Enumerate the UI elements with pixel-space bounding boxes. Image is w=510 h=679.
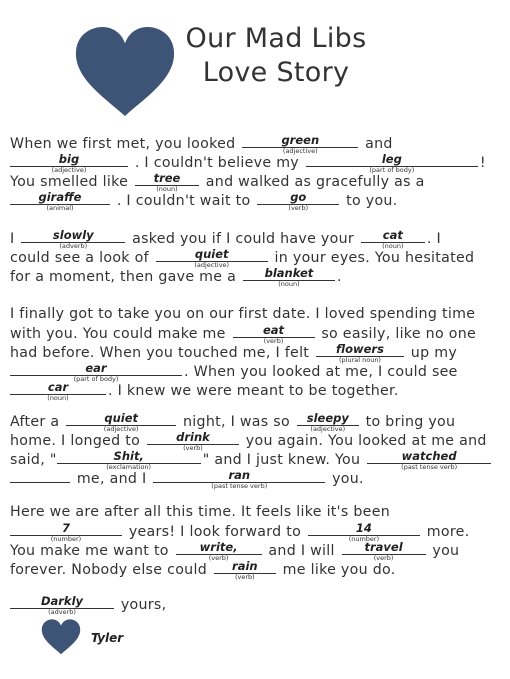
story-line: [10, 152, 486, 172]
blank-hint: (exclamation): [106, 463, 152, 471]
blank-exclamation: [57, 449, 201, 471]
story-text-segment: . When you looked at me, I could see: [184, 364, 458, 380]
fill-word: eat: [262, 323, 285, 337]
fill-word: watched: [401, 449, 457, 463]
story-text-segment: When we first met, you looked: [10, 136, 236, 152]
story-text-segment: forever. Nobody else could: [10, 562, 208, 578]
blank-adjective: [242, 133, 358, 155]
blank-hint: (adjective): [282, 147, 318, 155]
fill-word: leg: [381, 152, 402, 166]
story-text-segment: to you.: [346, 193, 398, 209]
blank-hint: (noun): [278, 280, 300, 288]
fill-word: ear: [85, 361, 107, 375]
story-text-segment: me like you do.: [282, 562, 396, 578]
blank-adjective: [66, 411, 176, 433]
blank-plural-noun: [316, 342, 404, 364]
story-text-segment: in your eyes. You hesitated: [274, 250, 475, 266]
blank-hint: (animal): [46, 204, 74, 212]
story-text-segment: with you. You could make me: [10, 326, 226, 342]
blank-past-tense-verb: [153, 468, 325, 490]
fill-word: tree: [153, 171, 181, 185]
fill-word: car: [47, 380, 69, 394]
blank-hint: (adverb): [48, 608, 76, 616]
blank-hint: (adjective): [103, 425, 139, 433]
story-line: I finally got to take you on our first date. I loved spending time: [10, 306, 476, 322]
blank-empty: [10, 468, 70, 483]
story-text-segment: and I will: [268, 543, 335, 559]
blank-noun: [10, 380, 106, 402]
fill-word: rain: [232, 559, 258, 573]
story-text-segment: and: [365, 136, 393, 152]
story-line: [10, 468, 364, 488]
blank-adjective: [10, 152, 128, 174]
story-text-segment: You make me want to: [10, 543, 169, 559]
story-line: Here we are after all this time. It feels like it's been: [10, 504, 391, 520]
story-text-segment: After a: [10, 414, 60, 430]
story-line: [10, 594, 166, 614]
story-text-segment: and walked as gracefully as a: [205, 174, 425, 190]
story-text-segment: !: [479, 155, 486, 171]
fill-word: 7: [61, 521, 70, 535]
story-line: [10, 411, 455, 431]
blank-hint: (verb): [208, 554, 229, 562]
story-text-segment: night, I was so: [183, 414, 290, 430]
story-line: [10, 559, 396, 579]
story-text-segment: . I couldn't wait to: [116, 193, 251, 209]
story-text-segment: asked you if I could have your: [132, 231, 355, 247]
story-text-segment: yours,: [120, 597, 167, 613]
fill-word: travel: [364, 540, 403, 554]
title-line-1: Our Mad Libs: [185, 23, 367, 54]
fill-word: Shit,: [113, 449, 144, 463]
fill-word: green: [281, 133, 320, 147]
blank-number: [10, 521, 122, 543]
story-line: [10, 171, 425, 191]
story-line: [10, 133, 393, 153]
fill-word: go: [290, 190, 307, 204]
blank-adverb: [10, 594, 114, 616]
blank-hint: (past tense verb): [401, 463, 458, 471]
blank-hint: (plural noun): [338, 356, 381, 364]
fill-word: quiet: [194, 247, 229, 261]
blank-past-tense-verb: [367, 449, 491, 471]
story-text-segment: you: [432, 543, 460, 559]
fill-word: Darkly: [40, 594, 84, 608]
story-text-segment: you again. You looked at me and: [245, 433, 487, 449]
blank-hint: (part of body): [369, 166, 415, 174]
blank-hint: (verb): [234, 573, 255, 581]
small-heart-icon: [41, 619, 81, 655]
story-line: [10, 323, 476, 343]
blank-noun: [135, 171, 199, 193]
fill-word: 14: [355, 521, 372, 535]
story-line: [10, 430, 487, 450]
story-text-segment: more.: [426, 524, 470, 540]
blank-hint: (number): [50, 535, 82, 543]
blank-hint: (noun): [382, 242, 404, 250]
blank-adjective: [156, 247, 268, 269]
story-text-segment: had before. When you touched me, I felt: [10, 345, 310, 361]
story-line: [10, 247, 474, 267]
blank-hint: (adjective): [51, 166, 87, 174]
page-title: [176, 22, 376, 90]
story-line: [10, 380, 399, 400]
story-line: [10, 449, 493, 469]
blank-number: [308, 521, 420, 543]
blank-hint: (number): [348, 535, 380, 543]
blank-noun: [361, 228, 425, 250]
story-line: [10, 342, 457, 362]
fill-word: giraffe: [38, 190, 82, 204]
story-text-segment: . I couldn't believe my: [134, 155, 300, 171]
story-text-segment: .: [336, 269, 342, 285]
story-text-segment: could see a look of: [10, 250, 149, 266]
fill-word: write,: [199, 540, 238, 554]
blank-hint: (verb): [373, 554, 394, 562]
story-text-segment: you.: [332, 471, 364, 487]
story-text-segment: home. I longed to: [10, 433, 141, 449]
blank-hint: (adverb): [59, 242, 88, 250]
blank-adjective: [297, 411, 359, 433]
blank-hint: (verb): [183, 444, 203, 452]
fill-word: cat: [382, 228, 403, 242]
fill-word: blanket: [264, 266, 314, 280]
blank-verb: [214, 559, 276, 581]
heart-icon: [72, 26, 178, 118]
blank-hint: (past tense verb): [211, 482, 268, 490]
fill-word: sleepy: [306, 411, 349, 425]
story-line: [10, 190, 398, 210]
blank-part-of-body: [10, 361, 182, 383]
blank-animal: [10, 190, 110, 212]
blank-hint: (verb): [263, 337, 284, 345]
story-text-segment: for a moment, then gave me a: [10, 269, 237, 285]
fill-word: slowly: [52, 228, 94, 242]
title-line-2: Love Story: [202, 57, 350, 88]
story-line: [10, 521, 470, 541]
fill-word: flowers: [336, 342, 384, 356]
blank-verb: [147, 430, 239, 452]
story-text-segment: I: [10, 231, 15, 247]
blank-noun: [243, 266, 335, 288]
blank-adverb: [21, 228, 125, 250]
signature-name: Tyler: [91, 631, 124, 645]
story-text-segment: . I: [426, 231, 441, 247]
story-line: [10, 540, 459, 560]
fill-word: drink: [176, 430, 210, 444]
blank-hint: (part of body): [73, 375, 119, 383]
story-text-segment: years! I look forward to: [128, 524, 302, 540]
fill-word: quiet: [104, 411, 139, 425]
blank-hint: (adjective): [194, 261, 230, 269]
blank-verb: [176, 540, 262, 562]
blank-hint: (noun): [47, 394, 69, 402]
story-text-segment: so easily, like no one: [321, 326, 477, 342]
story-text-segment: up my: [410, 345, 458, 361]
story-line: [10, 228, 441, 248]
fill-word: ran: [228, 468, 251, 482]
blank-verb: [342, 540, 426, 562]
fill-word: big: [58, 152, 80, 166]
story-text-segment: said, ": [10, 452, 57, 468]
blank-part-of-body: [306, 152, 478, 174]
story-text-segment: to bring you: [365, 414, 456, 430]
blank-verb: [257, 190, 339, 212]
blank-verb: [233, 323, 315, 345]
blank-hint: (noun): [156, 185, 178, 193]
story-line: [10, 361, 458, 381]
story-text-segment: You smelled like: [10, 174, 129, 190]
blank-hint: (verb): [288, 204, 309, 212]
story-text-segment: " and I just knew. You: [202, 452, 361, 468]
story-text-segment: . I knew we were meant to be together.: [108, 383, 399, 399]
blank-hint: (adjective): [310, 425, 346, 433]
story-line: [10, 266, 342, 286]
story-text-segment: me, and I: [76, 471, 147, 487]
